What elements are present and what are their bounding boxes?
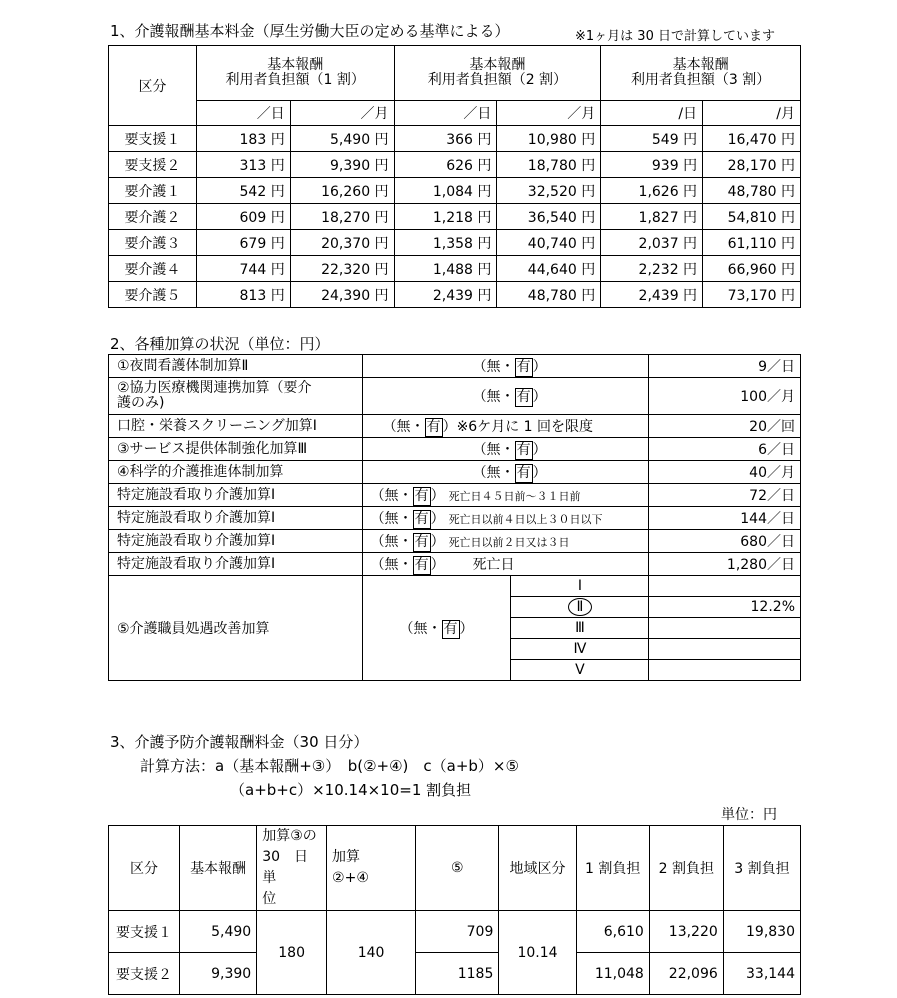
- fee-cell: 48,780 円: [497, 282, 601, 308]
- fee-cell: 32,520 円: [497, 178, 601, 204]
- region-factor: 10.14: [499, 911, 576, 995]
- fee-cell: 48,780 円: [703, 178, 801, 204]
- fee-cell: 549 円: [601, 126, 703, 152]
- addition-name: ③サービス提供体制強化加算Ⅲ: [109, 438, 363, 461]
- addition-status: [362, 415, 649, 438]
- addition-note: 死亡日４５日前～３１日前: [448, 489, 581, 503]
- table-row: [109, 953, 801, 995]
- addition-5: 1185: [416, 953, 499, 995]
- addition-5: 709: [416, 911, 499, 953]
- addition-value: 1,280／日: [649, 553, 801, 576]
- fee-cell: 36,540 円: [497, 204, 601, 230]
- fee-cell: 2,037 円: [601, 230, 703, 256]
- level-label: Ⅴ: [575, 662, 585, 678]
- table-row: [109, 126, 801, 152]
- fee-cell: 2,232 円: [601, 256, 703, 282]
- yes-no-selector: [371, 534, 445, 550]
- yes-no-selector: [473, 465, 547, 481]
- group-header-2: 基本報酬 利用者負担額（2 割）: [394, 46, 601, 101]
- share-3: 33,144: [723, 953, 800, 995]
- yes-no-selector: [371, 557, 445, 573]
- addition-status: [362, 507, 649, 530]
- improvement-rate: 12.2%: [649, 597, 801, 618]
- table-row: [109, 530, 801, 553]
- addition-value: 9／日: [649, 355, 801, 378]
- fee-cell: 542 円: [196, 178, 290, 204]
- section-1-note: ※1ヶ月は 30 日で計算しています: [575, 29, 775, 44]
- fee-cell: 813 円: [196, 282, 290, 308]
- sub-header: ／月: [290, 101, 394, 126]
- yes-option-selected: 有: [443, 620, 458, 637]
- addition-value: 72／日: [649, 484, 801, 507]
- fee-cell: 1,626 円: [601, 178, 703, 204]
- addition-note: 死亡日以前４日以上３０日以下: [448, 512, 603, 526]
- share-2: 13,220: [649, 911, 723, 953]
- fee-cell: 1,358 円: [394, 230, 497, 256]
- col-header: 1 割負担: [576, 826, 649, 911]
- fee-cell: 183 円: [196, 126, 290, 152]
- addition-note: 死亡日: [472, 556, 515, 573]
- section-1-title: 1、介護報酬基本料金（厚生労働大臣の定める基準による）: [110, 22, 510, 40]
- yes-no-selector: [400, 621, 474, 637]
- table-row: [109, 355, 801, 378]
- row-label: 要支援１: [109, 911, 180, 953]
- share-1: 6,610: [576, 911, 649, 953]
- row-label: 要介護１: [109, 178, 197, 204]
- addition-status: [362, 553, 649, 576]
- none-option: （無・: [370, 510, 413, 527]
- share-3: 19,830: [723, 911, 800, 953]
- level-label: Ⅲ: [575, 620, 585, 636]
- table-row: [109, 553, 801, 576]
- close-paren: ）: [430, 510, 445, 527]
- improvement-level: [511, 660, 649, 681]
- none-option: （無・: [399, 620, 442, 637]
- sub-header: ／月: [497, 101, 601, 126]
- addition-status: [362, 355, 649, 378]
- row-label: 要支援２: [109, 152, 197, 178]
- none-option: （無・: [370, 556, 413, 573]
- col-header: 基本報酬: [179, 826, 256, 911]
- fee-cell: 2,439 円: [394, 282, 497, 308]
- addition-value: 100／月: [649, 378, 801, 415]
- addition-status: [362, 484, 649, 507]
- improvement-rate: [649, 618, 801, 639]
- fee-cell: 24,390 円: [290, 282, 394, 308]
- none-option: （無・: [370, 533, 413, 550]
- yes-no-selector: [473, 442, 547, 458]
- fee-cell: 28,170 円: [703, 152, 801, 178]
- row-label: 要介護２: [109, 204, 197, 230]
- fee-cell: 16,470 円: [703, 126, 801, 152]
- group-header-3: 基本報酬 利用者負担額（3 割）: [601, 46, 801, 101]
- addition-name: ②協力医療機関連携加算（要介 護のみ): [109, 378, 363, 415]
- none-option: （無・: [472, 464, 515, 481]
- improvement-level: [511, 597, 649, 618]
- table-row: [109, 576, 801, 597]
- addition-name: 特定施設看取り介護加算Ⅰ: [109, 507, 363, 530]
- fee-cell: 744 円: [196, 256, 290, 282]
- section-2-title: 2、各種加算の状況（単位：円）: [110, 335, 330, 353]
- yes-option-selected: 有: [414, 533, 429, 550]
- yes-no-selector: [473, 389, 547, 405]
- share-1: 11,048: [576, 953, 649, 995]
- row-label: 要支援２: [109, 953, 180, 995]
- close-paren: ）: [532, 441, 547, 458]
- table-row: [109, 507, 801, 530]
- fee-cell: 939 円: [601, 152, 703, 178]
- fee-cell: 1,218 円: [394, 204, 497, 230]
- col-header: 地域区分: [499, 826, 576, 911]
- fee-cell: 16,260 円: [290, 178, 394, 204]
- yes-option-selected: 有: [414, 510, 429, 527]
- yes-no-selector: [383, 419, 457, 435]
- addition-value: 680／日: [649, 530, 801, 553]
- addition-value: 144／日: [649, 507, 801, 530]
- addition-note: 死亡日以前２日又は３日: [448, 535, 570, 549]
- table-row: [109, 204, 801, 230]
- addition-status: [362, 461, 649, 484]
- basic-fee-table: [108, 45, 801, 308]
- additions-table: [108, 354, 801, 681]
- yes-no-selector: [371, 511, 445, 527]
- addition-2-4: 140: [327, 911, 416, 995]
- addition-name: ④科学的介護推進体制加算: [109, 461, 363, 484]
- fee-cell: 1,827 円: [601, 204, 703, 230]
- addition-status: [362, 530, 649, 553]
- improvement-rate: [649, 576, 801, 597]
- none-option: （無・: [370, 487, 413, 504]
- sub-header: ／日: [196, 101, 290, 126]
- yes-option-selected: 有: [426, 418, 441, 435]
- level-label: Ⅱ: [568, 598, 592, 616]
- fee-cell: 2,439 円: [601, 282, 703, 308]
- addition-value: 40／月: [649, 461, 801, 484]
- addition-status: [362, 378, 649, 415]
- improvement-rate: [649, 639, 801, 660]
- sub-header: /月: [703, 101, 801, 126]
- fee-cell: 66,960 円: [703, 256, 801, 282]
- close-paren: ）: [430, 556, 445, 573]
- fee-cell: 22,320 円: [290, 256, 394, 282]
- addition-value: 20／回: [649, 415, 801, 438]
- fee-cell: 54,810 円: [703, 204, 801, 230]
- addition-name: 特定施設看取り介護加算Ⅰ: [109, 553, 363, 576]
- table-row: [109, 178, 801, 204]
- row-label: 要支援１: [109, 126, 197, 152]
- base-fee: 9,390: [179, 953, 256, 995]
- fee-cell: 313 円: [196, 152, 290, 178]
- table-row: [109, 484, 801, 507]
- close-paren: ）: [459, 620, 474, 637]
- share-2: 22,096: [649, 953, 723, 995]
- yes-no-selector: [371, 488, 445, 504]
- base-fee: 5,490: [179, 911, 256, 953]
- row-label: 要介護５: [109, 282, 197, 308]
- fee-cell: 366 円: [394, 126, 497, 152]
- yes-option-selected: 有: [516, 464, 531, 481]
- col-header: 加算③の 30 日単 位: [257, 826, 327, 911]
- col-header: 加算 ②+④: [327, 826, 416, 911]
- none-option: （無・: [472, 358, 515, 375]
- level-label: Ⅰ: [577, 578, 582, 594]
- unit-label: 単位：円: [721, 807, 777, 823]
- row-label: 要介護３: [109, 230, 197, 256]
- fee-cell: 609 円: [196, 204, 290, 230]
- close-paren: ）: [532, 388, 547, 405]
- addition-3: 180: [257, 911, 327, 995]
- prevention-fee-table: [108, 825, 801, 995]
- fee-cell: 10,980 円: [497, 126, 601, 152]
- yes-option-selected: 有: [414, 556, 429, 573]
- sub-header: /日: [601, 101, 703, 126]
- addition-name: 特定施設看取り介護加算Ⅰ: [109, 484, 363, 507]
- fee-cell: 40,740 円: [497, 230, 601, 256]
- addition-name: 口腔・栄養スクリーニング加算Ⅰ: [109, 415, 363, 438]
- close-paren: ）: [532, 464, 547, 481]
- col-header: 3 割負担: [723, 826, 800, 911]
- table-row: [109, 911, 801, 953]
- addition-status: [362, 438, 649, 461]
- col-header: 2 割負担: [649, 826, 723, 911]
- yes-option-selected: 有: [516, 358, 531, 375]
- yes-option-selected: 有: [414, 487, 429, 504]
- table-row: [109, 152, 801, 178]
- fee-cell: 44,640 円: [497, 256, 601, 282]
- formula-line-2: （a+b+c）×10.14×10=1 割負担: [230, 781, 472, 799]
- addition-name: ⑤介護職員処遇改善加算: [109, 576, 363, 681]
- table-row: [109, 256, 801, 282]
- table-row: [109, 378, 801, 415]
- fee-cell: 626 円: [394, 152, 497, 178]
- close-paren: ）: [430, 487, 445, 504]
- addition-note: ※6ケ月に 1 回を限度: [456, 418, 594, 435]
- fee-cell: 61,110 円: [703, 230, 801, 256]
- fee-cell: 20,370 円: [290, 230, 394, 256]
- none-option: （無・: [382, 418, 425, 435]
- addition-name: ①夜間看護体制加算Ⅱ: [109, 355, 363, 378]
- none-option: （無・: [472, 388, 515, 405]
- fee-cell: 679 円: [196, 230, 290, 256]
- fee-cell: 18,270 円: [290, 204, 394, 230]
- level-label: Ⅳ: [573, 641, 587, 657]
- col-header: ⑤: [416, 826, 499, 911]
- table-row: [109, 282, 801, 308]
- row-label: 要介護４: [109, 256, 197, 282]
- yes-option-selected: 有: [516, 388, 531, 405]
- fee-cell: 1,084 円: [394, 178, 497, 204]
- addition-status: [362, 576, 511, 681]
- formula-line-1: 計算方法：a（基本報酬+③） b(②+④) c（a+b）×⑤: [140, 757, 519, 775]
- yes-option-selected: 有: [516, 441, 531, 458]
- section-3-title: 3、介護予防介護報酬料金（30 日分）: [110, 733, 369, 751]
- close-paren: ）: [430, 533, 445, 550]
- close-paren: ）: [442, 418, 457, 435]
- table-row: [109, 230, 801, 256]
- fee-cell: 5,490 円: [290, 126, 394, 152]
- col-header: 区分: [109, 826, 180, 911]
- improvement-rate: [649, 660, 801, 681]
- sub-header: ／日: [394, 101, 497, 126]
- table-row: [109, 438, 801, 461]
- group-header-1: 基本報酬 利用者負担額（1 割）: [196, 46, 394, 101]
- improvement-level: [511, 618, 649, 639]
- close-paren: ）: [532, 358, 547, 375]
- table-row: [109, 415, 801, 438]
- none-option: （無・: [472, 441, 515, 458]
- improvement-level: [511, 576, 649, 597]
- addition-name: 特定施設看取り介護加算Ⅰ: [109, 530, 363, 553]
- table-row: [109, 461, 801, 484]
- fee-cell: 73,170 円: [703, 282, 801, 308]
- fee-cell: 18,780 円: [497, 152, 601, 178]
- improvement-level: [511, 639, 649, 660]
- category-header: 区分: [109, 46, 197, 126]
- addition-value: 6／日: [649, 438, 801, 461]
- fee-cell: 1,488 円: [394, 256, 497, 282]
- yes-no-selector: [473, 359, 547, 375]
- fee-cell: 9,390 円: [290, 152, 394, 178]
